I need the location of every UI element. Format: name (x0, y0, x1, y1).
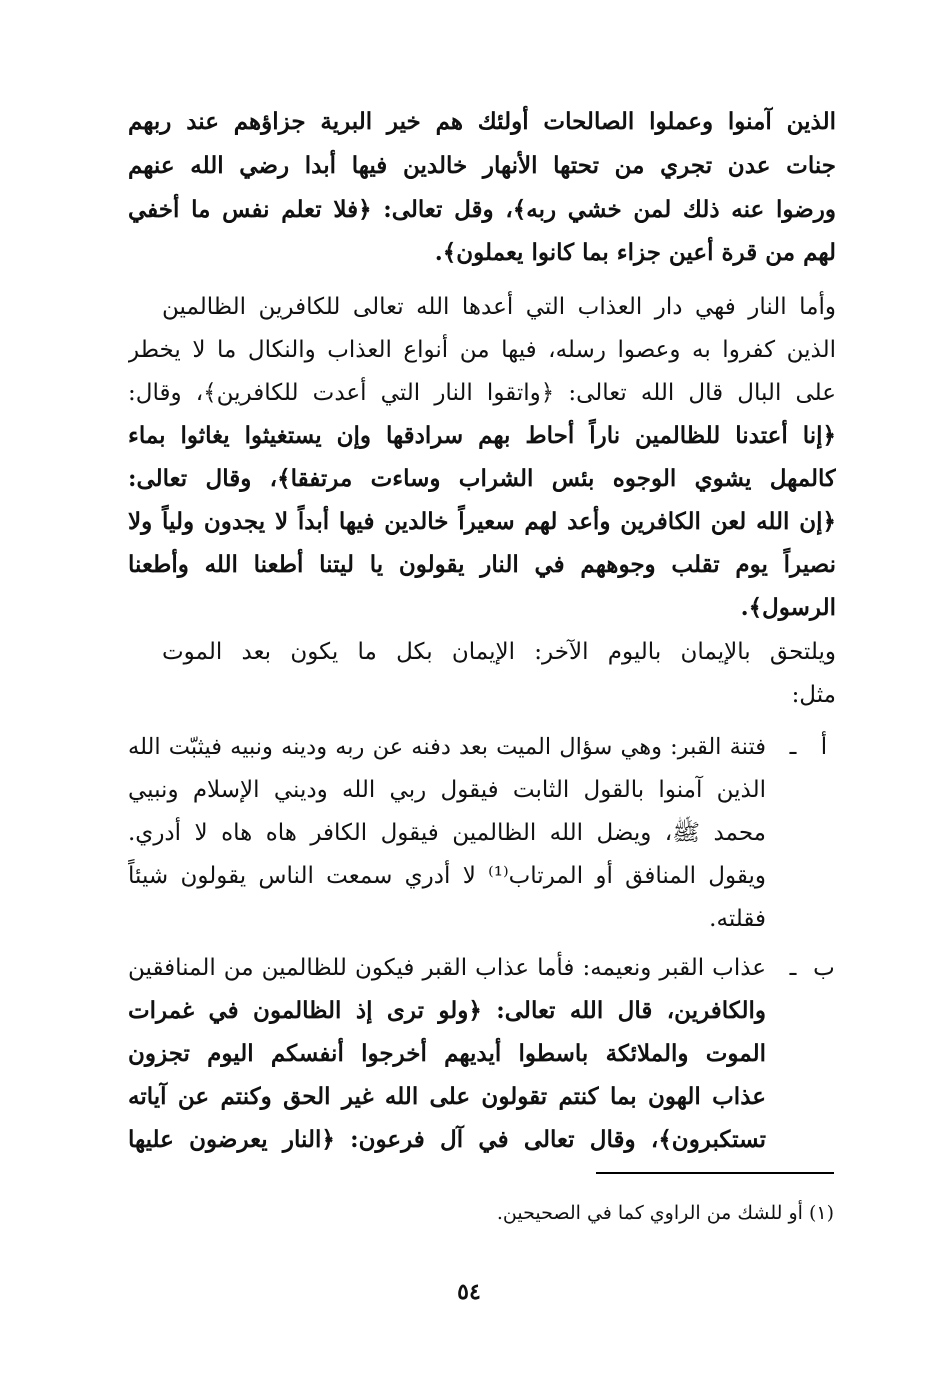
list-item-a-line-3: محمد ﷺ، ويضل الله الظالمين فيقول الكافر هاه هاه لا أدري. (128, 820, 766, 846)
list-item-a-line-5: فقلته. (709, 906, 766, 932)
list-item-a-line-4: ويقول المنافق أو المرتاب⁽¹⁾ لا أدري سمعت الناس يقولون شيئاً (128, 863, 766, 889)
list-marker-b: ب (813, 955, 835, 981)
list-item-a-line-2: الذين آمنوا بالقول الثابت فيقول ربي الله وديني الإسلام ونبيي (128, 777, 766, 803)
list-item-b-line-2: والكافرين، قال الله تعالى: ﴿ولو ترى إذ الظالمون في غمرات (128, 997, 766, 1024)
paragraph-2-line-7: نصيراً يوم تقلب وجوههم في النار يقولون يا ليتنا أطعنا الله وأطعنا (128, 551, 836, 578)
list-item-b-line-3: الموت والملائكة باسطوا أيديهم أخرجوا أنفسكم اليوم تجزون (128, 1040, 766, 1067)
list-dash-a: ـ (789, 734, 797, 760)
list-item-b-line-4: عذاب الهون بما كنتم تقولون على الله غير الحق وكنتم عن آياته (128, 1083, 766, 1110)
paragraph-2-line-3: على البال قال الله تعالى: ﴿واتقوا النار التي أعدت للكافرين﴾، وقال: (128, 380, 836, 406)
list-item-a-line-1: فتنة القبر: وهي سؤال الميت بعد دفنه عن ربه ودينه ونبيه فيثبّت الله (128, 734, 766, 760)
paragraph-2-line-6: ﴿إن الله لعن الكافرين وأعد لهم سعيراً خالدين فيها أبداً لا يجدون ولياً ولا (128, 508, 836, 535)
paragraph-1-line-3: ورضوا عنه ذلك لمن خشي ربه﴾، وقل تعالى: ﴿فلا تعلم نفس ما أخفي (128, 196, 836, 223)
paragraph-2-line-8: الرسول﴾. (740, 594, 836, 621)
paragraph-3-line-2: مثل: (791, 682, 836, 708)
paragraph-2-line-1: وأما النار فهي دار العذاب التي أعدها الله تعالى للكافرين الظالمين (162, 294, 836, 320)
paragraph-1-line-4: لهم من قرة أعين جزاء بما كانوا يعملون﴾. (434, 239, 836, 266)
paragraph-2-line-5: كالمهل يشوي الوجوه بئس الشراب وساءت مرتفقا﴾، وقال تعالى: (128, 465, 836, 492)
list-item-b-line-1: عذاب القبر ونعيمه: فأما عذاب القبر فيكون للظالمين من المنافقين (128, 955, 766, 981)
paragraph-1-line-1: الذين آمنوا وعملوا الصالحات أولئك هم خير البرية جزاؤهم عند ربهم (128, 108, 836, 135)
paragraph-3-line-1: ويلتحق بالإيمان باليوم الآخر: الإيمان بكل ما يكون بعد الموت (162, 639, 836, 665)
footnote-separator (596, 1172, 834, 1174)
paragraph-1-line-2: جنات عدن تجري من تحتها الأنهار خالدين فيها أبدا رضي الله عنهم (128, 152, 836, 179)
list-dash-b: ـ (789, 955, 797, 981)
page-number: ٥٤ (457, 1279, 481, 1305)
paragraph-2-line-4: ﴿إنا أعتدنا للظالمين ناراً أحاط بهم سرادقها وإن يستغيثوا يغاثوا بماء (128, 422, 836, 449)
footnote: (١) أو للشك من الراوي كما في الصحيحين. (496, 1202, 834, 1224)
paragraph-2-line-2: الذين كفروا به وعصوا رسله، فيها من أنواع العذاب والنكال ما لا يخطر (128, 337, 836, 363)
list-marker-a: أ (820, 734, 828, 760)
list-item-b-line-5: تستكبرون﴾، وقال تعالى في آل فرعون: ﴿النار يعرضون عليها (128, 1126, 766, 1153)
